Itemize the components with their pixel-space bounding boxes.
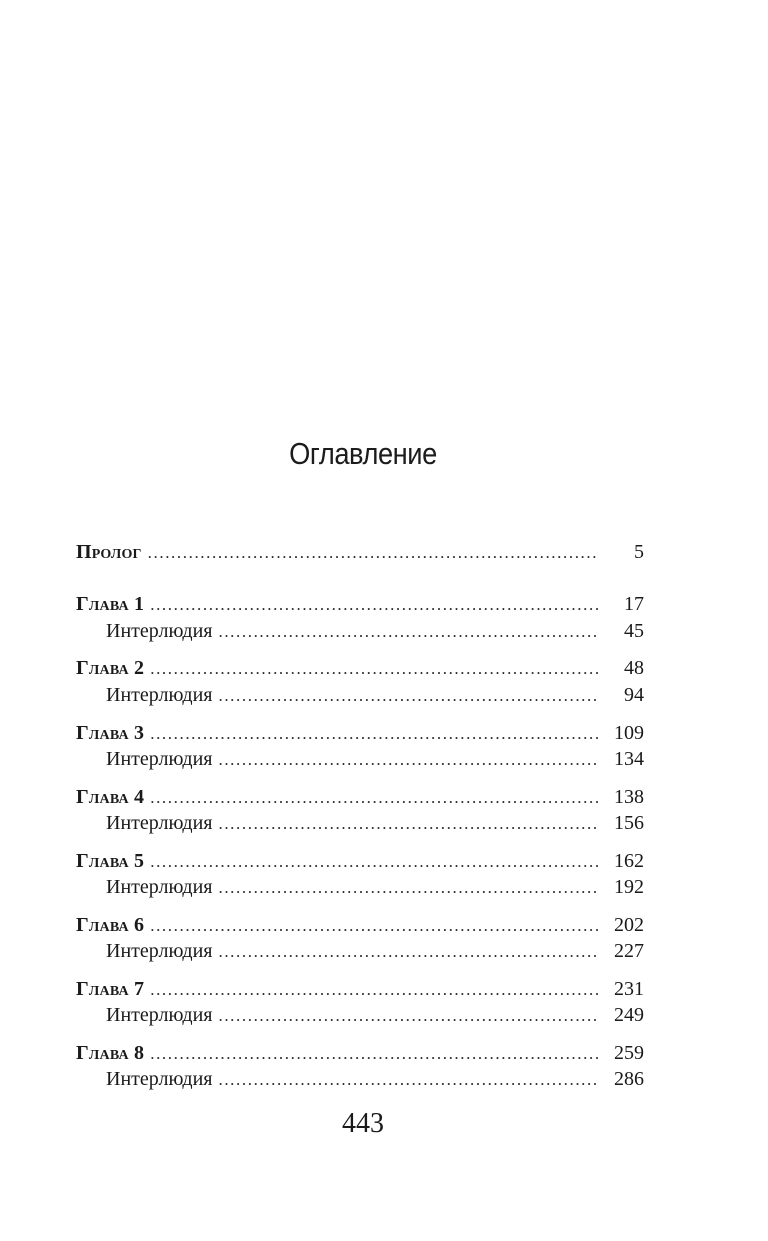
toc-entry-page: 109 [614, 722, 644, 744]
toc-entry-page: 45 [624, 620, 644, 642]
toc-entry-label: Интерлюдия [106, 1004, 213, 1026]
toc-entry [76, 540, 644, 564]
dot-leader [150, 722, 598, 746]
dot-leader [218, 940, 598, 964]
toc-entry-label: Глава 2 [76, 657, 145, 679]
toc-entry-label: Глава 5 [76, 850, 145, 872]
toc-entry-page: 48 [624, 657, 644, 679]
toc-entry [76, 592, 644, 616]
toc-subentry [106, 683, 644, 707]
dot-leader [150, 978, 598, 1002]
dot-leader [218, 812, 598, 836]
toc-entry-label: Интерлюдия [106, 684, 213, 706]
toc-entry-label: Глава 1 [76, 593, 145, 615]
toc-entry-label: Интерлюдия [106, 1068, 213, 1090]
toc-entry [76, 913, 644, 937]
toc-entry [76, 1041, 644, 1065]
toc-entry-page: 231 [614, 978, 644, 1000]
toc-entry-label: Глава 3 [76, 722, 145, 744]
dot-leader [218, 1004, 598, 1028]
toc-entry-label: Интерлюдия [106, 620, 213, 642]
toc-entry-label: Глава 8 [76, 1042, 145, 1064]
toc-entry-page: 227 [614, 940, 644, 962]
toc-subentry [106, 747, 644, 771]
dot-leader [150, 593, 598, 617]
toc-entry-page: 162 [614, 850, 644, 872]
toc-subentry [106, 1067, 644, 1091]
toc-entry-label: Интерлюдия [106, 940, 213, 962]
toc-entry-page: 259 [614, 1042, 644, 1064]
toc-entry [76, 977, 644, 1001]
toc-entry [76, 785, 644, 809]
dot-leader [218, 1068, 598, 1092]
toc-subentry [106, 1003, 644, 1027]
toc-entry-label: Интерлюдия [106, 876, 213, 898]
toc-subentry [106, 811, 644, 835]
toc-entry-page: 134 [614, 748, 644, 770]
dot-leader [150, 1042, 598, 1066]
toc-entry [76, 849, 644, 873]
toc-entry-page: 17 [624, 593, 644, 615]
toc-entry-page: 192 [614, 876, 644, 898]
page-number: 443 [342, 1108, 384, 1139]
dot-leader [148, 541, 598, 565]
dot-leader [218, 620, 598, 644]
toc-entry-page: 156 [614, 812, 644, 834]
toc-entry-page: 5 [634, 541, 644, 563]
toc-entry-page: 94 [624, 684, 644, 706]
dot-leader [218, 876, 598, 900]
toc-entry-label: Глава 7 [76, 978, 145, 1000]
toc-entry-label: Глава 4 [76, 786, 145, 808]
dot-leader [218, 684, 598, 708]
toc-entry [76, 656, 644, 680]
toc-entry-label: Глава 6 [76, 914, 145, 936]
dot-leader [150, 850, 598, 874]
toc-entry-label: Интерлюдия [106, 748, 213, 770]
toc-subentry [106, 619, 644, 643]
toc-entry [76, 721, 644, 745]
page-title: Оглавление [289, 436, 437, 471]
dot-leader [150, 914, 598, 938]
toc-entry-label: Интерлюдия [106, 812, 213, 834]
toc-entry-page: 138 [614, 786, 644, 808]
dot-leader [150, 786, 598, 810]
dot-leader [218, 748, 598, 772]
toc-subentry [106, 939, 644, 963]
toc-entry-page: 202 [614, 914, 644, 936]
toc-entry-label: Пролог [76, 541, 142, 563]
toc-subentry [106, 875, 644, 899]
dot-leader [150, 657, 598, 681]
toc-entry-page: 286 [614, 1068, 644, 1090]
toc-entry-page: 249 [614, 1004, 644, 1026]
